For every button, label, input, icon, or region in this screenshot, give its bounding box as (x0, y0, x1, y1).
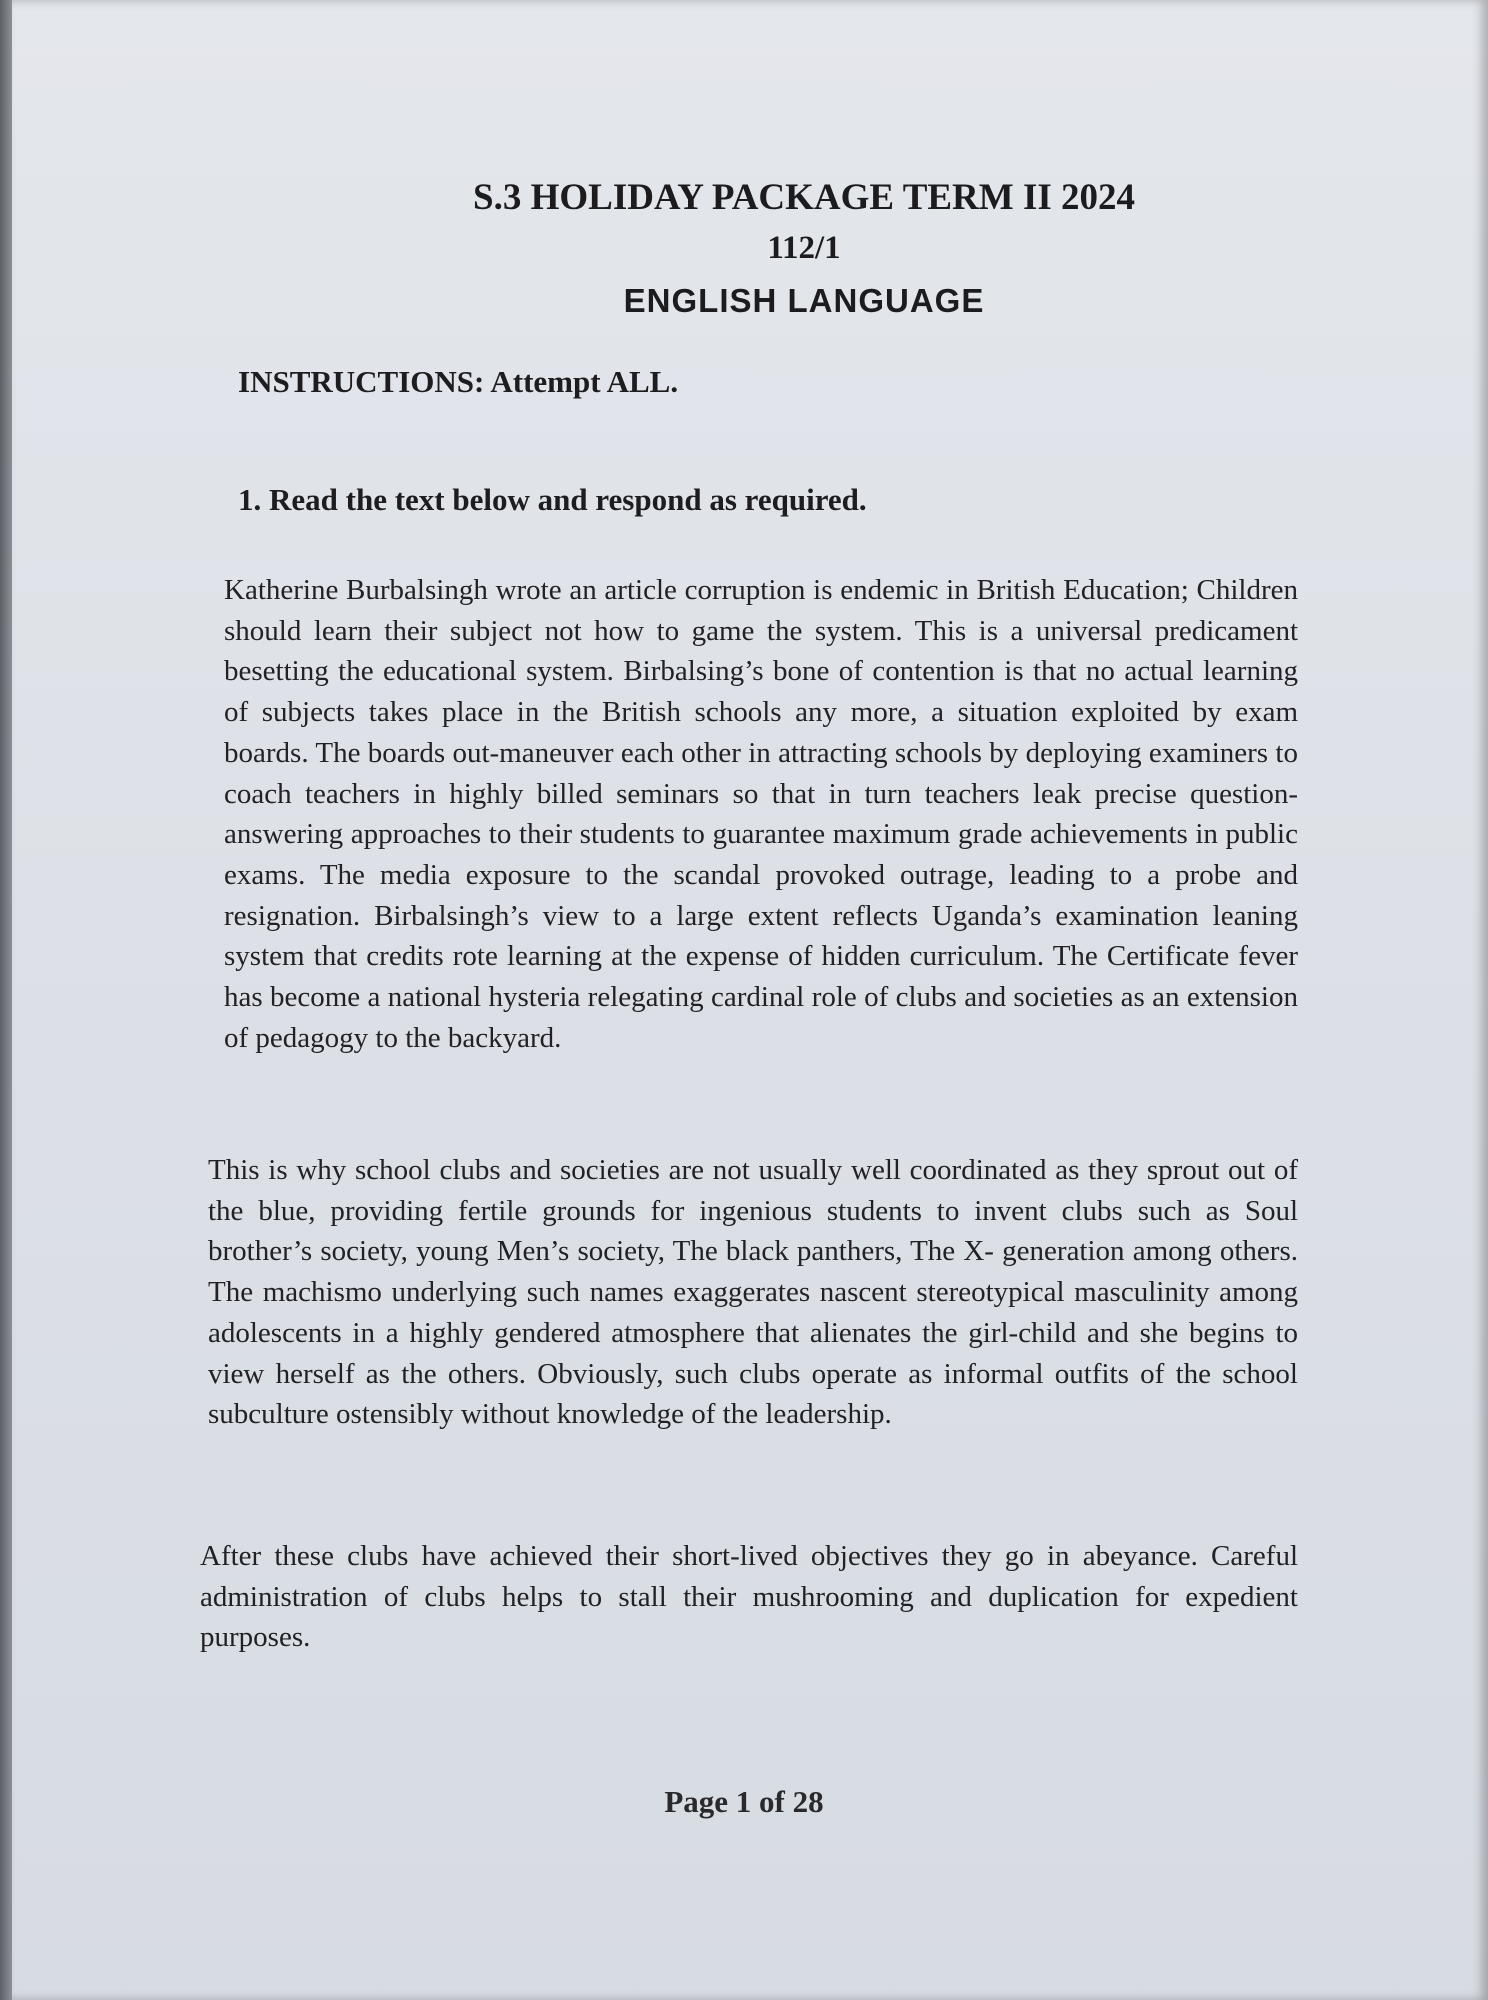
document-title: S.3 HOLIDAY PACKAGE TERM II 2024 (473, 177, 1135, 218)
subject-heading: ENGLISH LANGUAGE (623, 282, 985, 319)
page-number: Page 1 of 28 (664, 1784, 824, 1819)
passage-paragraph-3: After these clubs have achieved their short-lived objectives they go in abeyance. Careful administration of clubs helps to stall their mushrooming and duplication for expedient purposes. (200, 1540, 1298, 1654)
paper-code: 112/1 (767, 230, 841, 266)
page-edge (0, 0, 12, 2000)
passage-paragraph-2: This is why school clubs and societies are not usually well coordinated as they sprout out of the blue, providing fertile grounds for ingenious students to invent clubs such as Soul brother’s society, young Men’s society, The black panthers, The X- generation among others. The machismo underlying such names exaggerates nascent stereotypical masculinity among adolescents in a highly gendered atmosphere that alienates the girl-child and she begins to view herself as the others. Obviously, such clubs operate as informal outfits of the school subculture ostensibly without knowledge of the leadership. (208, 1154, 1298, 1431)
instructions-line: INSTRUCTIONS: Attempt ALL. (238, 364, 679, 399)
question-prompt: 1. Read the text below and respond as required. (238, 482, 867, 517)
passage-paragraph-1: Katherine Burbalsingh wrote an article corruption is endemic in British Education; Children should learn their subject not how to game the system. This is a universal predicament besetting the educational system. Birbalsing’s bone of contention is that no actual learning of subjects takes place in the British schools any more, a situation exploited by exam boards. The boards out-maneuver each other in attracting schools by deploying examiners to coach teachers in highly billed seminars so that in turn teachers leak precise question- answering approaches to their students to guarantee maximum grade achievements in public exams. The media exposure to the scandal provoked outrage, leading to a probe and resignation. Birbalsingh’s view to a large extent reflects Uganda’s examination leaning system that credits rote learning at the expense of hidden curriculum. The Certificate fever has become a national hysteria relegating cardinal role of clubs and societies as an extension of pedagogy to the backyard. (224, 574, 1298, 1054)
